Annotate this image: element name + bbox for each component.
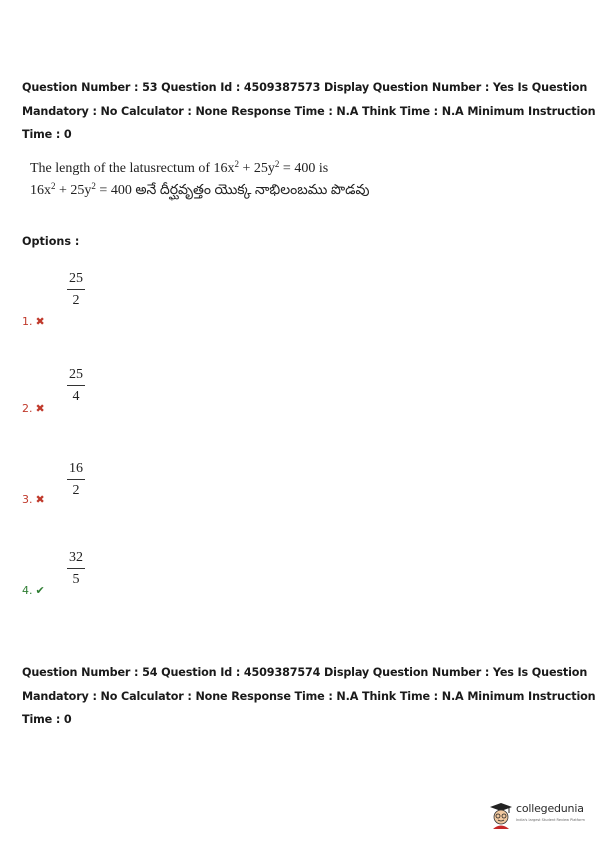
cross-icon: ✖: [35, 493, 45, 506]
question-53-text: [30, 158, 369, 202]
fraction: [64, 460, 88, 499]
numerator: 25: [69, 367, 83, 382]
option-number: 3. ✖: [22, 493, 45, 506]
numerator: 16: [69, 461, 83, 476]
graduate-mascot-icon: [489, 802, 513, 830]
cross-icon: ✖: [35, 402, 45, 415]
question-suffix: is: [318, 161, 329, 176]
question-54-meta: [22, 661, 595, 732]
fraction: [64, 270, 88, 309]
logo-tagline: India's largest Student Review Platform: [516, 818, 585, 822]
logo-wordmark: collegedunia: [516, 802, 584, 815]
fraction-bar: [67, 568, 85, 569]
meta-line: Mandatory : No Calculator : None Response Time : N.A Think Time : N.A Minimum Instruction: [22, 689, 595, 703]
telugu-suffix: అనే దీర్ఘవృత్తం యొక్క నాభిలంబము పొడవు: [135, 183, 370, 198]
option-number: 4. ✔: [22, 584, 45, 597]
denominator: 2: [72, 293, 80, 308]
question-53-meta: [22, 76, 595, 147]
numerator: 32: [69, 550, 83, 565]
option-number: 1. ✖: [22, 315, 45, 328]
denominator: 5: [72, 572, 80, 587]
equation: $16x^2 + 25y^2 = 400$: [30, 181, 132, 198]
denominator: 2: [72, 483, 80, 498]
options-label: Options :: [22, 235, 80, 248]
cross-icon: ✖: [35, 315, 45, 328]
meta-line: Time : 0: [22, 713, 72, 726]
meta-line: Time : 0: [22, 128, 72, 141]
collegedunia-logo: [489, 800, 589, 834]
denominator: 4: [72, 389, 80, 404]
fraction: [64, 549, 88, 588]
fraction-bar: [67, 385, 85, 386]
fraction-bar: [67, 289, 85, 290]
check-icon: ✔: [35, 584, 45, 597]
option-number: 2. ✖: [22, 402, 45, 415]
meta-line: Mandatory : No Calculator : None Response Time : N.A Think Time : N.A Minimum Instruction: [22, 104, 595, 118]
fraction-bar: [67, 479, 85, 480]
equation: $16x^2 + 25y^2 = 400$: [213, 159, 316, 176]
meta-line: Question Number : 54 Question Id : 4509387574 Display Question Number : Yes Is Question: [22, 666, 588, 679]
question-text-telugu: [30, 180, 369, 202]
question-text-english: [30, 158, 369, 180]
question-prefix: The length of the latusrectum of: [30, 161, 210, 176]
fraction: [64, 366, 88, 405]
meta-line: Question Number : 53 Question Id : 4509387573 Display Question Number : Yes Is Question: [22, 81, 588, 94]
numerator: 25: [69, 271, 83, 286]
